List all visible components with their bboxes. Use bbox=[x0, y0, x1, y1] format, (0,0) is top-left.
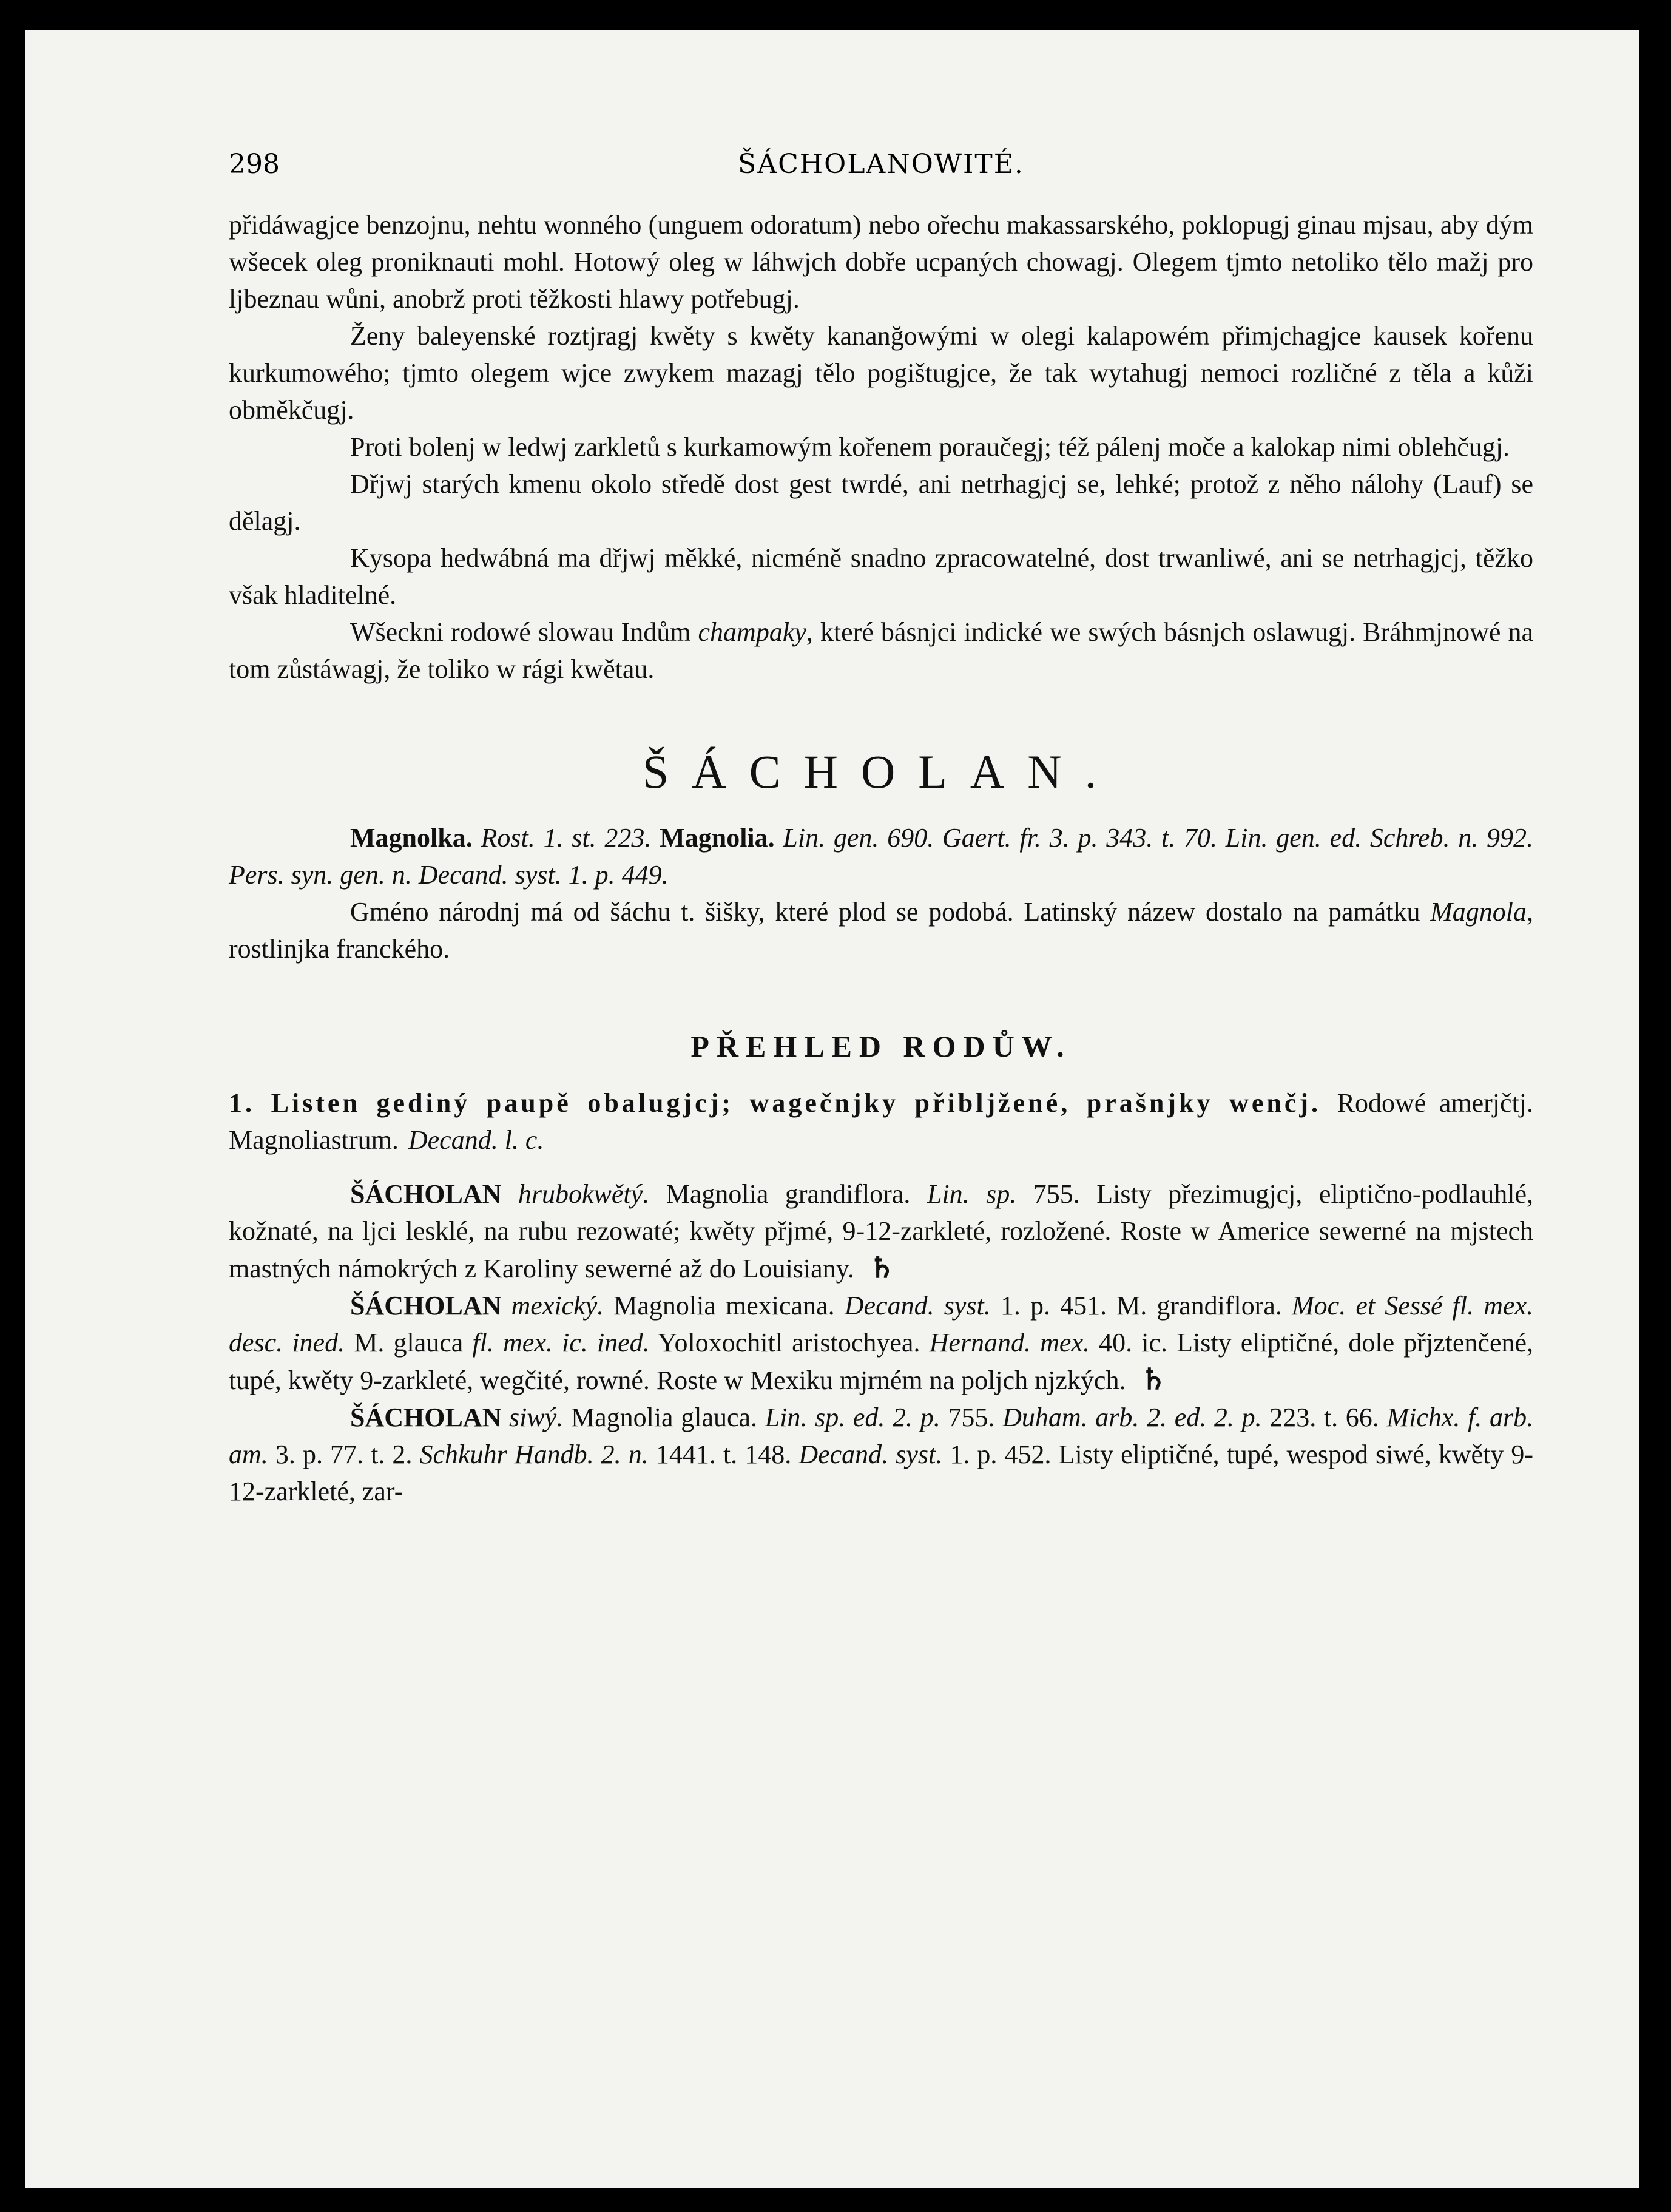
species-genus: ŠÁCHOLAN bbox=[350, 1179, 502, 1209]
reference: Decand. syst. bbox=[844, 1291, 991, 1321]
species-entry bbox=[229, 1175, 1533, 1287]
reference: Hernand. mex. bbox=[929, 1328, 1090, 1358]
paragraph-text: , které básnjci indické we swých básnjch oslawugj. Bráhmjnowé na tom zůstáwagj, že toliko w rági kwětau. bbox=[229, 617, 1533, 684]
group-heading bbox=[229, 1084, 1533, 1158]
species-epithet: hrubokwětý. bbox=[518, 1179, 650, 1209]
section-title: ŠÁCHOLAN. bbox=[642, 745, 1120, 798]
reference: Decand. l. c. bbox=[408, 1125, 544, 1155]
book-page bbox=[25, 30, 1639, 2188]
reference: Schkuhr Handb. 2. n. bbox=[419, 1439, 649, 1469]
reference: Decand. syst. bbox=[798, 1439, 943, 1469]
etymology-text: Gméno národnj má od šáchu t. šišky, které plod se podobá. Latinský názew dostalo na památku bbox=[350, 897, 1431, 927]
reference: Rost. 1. st. 223. bbox=[481, 823, 652, 853]
running-head bbox=[229, 149, 1533, 191]
page-number: 298 bbox=[229, 149, 280, 180]
paragraph bbox=[229, 614, 1533, 688]
etymology bbox=[229, 893, 1533, 967]
group-name: Rodowé amerjčtj. Magnoliastrum. bbox=[229, 1088, 1534, 1155]
reference: Lin. sp. bbox=[927, 1179, 1017, 1209]
tree-symbol-icon: ♄ bbox=[1140, 1364, 1167, 1396]
paragraph-continued: přidáwagjce benzojnu, nehtu wonného (unguem odoratum) nebo ořechu makassarského, poklopugj ginau mjsau, aby dým wšecek oleg proniknauti mohl. Hotowý oleg w láhwjch dobře ucpaných chowagj. Olegem tjmto netoliko tělo mažj pro ljbeznau wůni, anobrž proti těžkosti hlawy potřebugj. bbox=[229, 210, 1533, 314]
reference: Lin. gen. 690. Gaert. fr. 3. p. 343. t. 70. Lin. gen. ed. Schreb. n. 992. Pers. syn. gen. n. Decand. syst. 1. p. 449. bbox=[229, 823, 1534, 890]
species-epithet: siwý. bbox=[509, 1402, 564, 1432]
species-text: 1. p. 451. M. grandiflora. bbox=[1000, 1291, 1282, 1321]
reference: Michx. f. arb. am. bbox=[229, 1402, 1534, 1469]
species-genus: ŠÁCHOLAN bbox=[350, 1291, 502, 1321]
species-text: 1441. t. 148. bbox=[655, 1439, 792, 1469]
species-text: Yoloxochitl aristochyea. bbox=[658, 1328, 920, 1358]
species-text: Magnolia mexicana. bbox=[613, 1291, 835, 1321]
paragraph: Kysopa hedwábná ma dřjwj měkké, nicméně snadno zpracowatelné, dost trwanliwé, ani se netrhagjcj, těžko však hladitelné. bbox=[229, 543, 1533, 610]
paragraph-text: Wšeckni rodowé slowau Indům bbox=[350, 617, 698, 647]
genus-synonymy bbox=[229, 819, 1533, 893]
species-entry bbox=[229, 1399, 1533, 1510]
reference: Moc. et Sessé fl. mex. desc. ined. bbox=[229, 1291, 1534, 1358]
species-text: Magnolia glauca. bbox=[570, 1402, 758, 1432]
species-text: 1. p. 452. Listy eliptičné, tupé, wespod siwé, kwěty 9-12-zarkleté, zar- bbox=[229, 1439, 1534, 1506]
reference: fl. mex. ic. ined. bbox=[472, 1328, 650, 1358]
italic-name: Magnola bbox=[1430, 897, 1527, 927]
reference: Duham. arb. 2. ed. 2. p. bbox=[1002, 1402, 1262, 1432]
etymology-text: , rostlinjka franckého. bbox=[229, 897, 1533, 964]
main-text bbox=[229, 206, 1533, 1510]
species-text: M. glauca bbox=[354, 1328, 464, 1358]
species-genus: ŠÁCHOLAN bbox=[350, 1402, 502, 1432]
species-text: 223. t. 66. bbox=[1269, 1402, 1379, 1432]
reference: Lin. sp. ed. 2. p. bbox=[765, 1402, 940, 1432]
subsection-title: PŘEHLED RODŮW. bbox=[690, 1029, 1072, 1063]
italic-term: champaky bbox=[698, 617, 806, 647]
species-text: 40. ic. Listy eliptičné, dole přjztenčené, tupé, kwěty 9-zarkleté, wegčité, rowné. Roste w Mexiku mjrném na poljch njzkých. bbox=[229, 1328, 1534, 1395]
species-text: 755. Listy přezimugjcj, eliptično-podlauhlé, kožnaté, na ljci lesklé, na rubu rezowaté; kwěty přjmé, 9-12-zarkleté, rozložené. Roste w Americe sewerné na mjstech mastných námokrých z Karoliny sewerné až do Louisiany. bbox=[229, 1179, 1534, 1284]
species-text: 3. p. 77. t. 2. bbox=[275, 1439, 413, 1469]
running-title: ŠÁCHOLANOWITÉ. bbox=[738, 149, 1024, 180]
paragraph: Ženy baleyenské roztjragj kwěty s kwěty kananğowými w olegi kalapowém přimjchagjce kausek kořenu kurkumowého; tjmto olegem wjce zwykem mazagj tělo pogištugjce, že tak wytahugj nemoci rozličné z těla a kůži obměkčugj. bbox=[229, 321, 1533, 425]
group-diagnosis: 1. Listen gediný paupě obalugjcj; wagečnjky přibljžené, prašnjky wenčj. bbox=[229, 1088, 1322, 1118]
species-epithet: mexický. bbox=[511, 1291, 604, 1321]
paragraph: Dřjwj starých kmenu okolo středě dost gest twrdé, ani netrhagjcj se, lehké; protož z něho nálohy (Lauf) se dělagj. bbox=[229, 469, 1533, 536]
tree-symbol-icon: ♄ bbox=[868, 1252, 895, 1284]
czech-genus-name: Magnolka. bbox=[350, 823, 473, 853]
paragraph: Proti bolenj w ledwj zarkletů s kurkamowým kořenem poraučegj; též pálenj moče a kalokap nimi oblehčugj. bbox=[350, 432, 1510, 462]
species-entry bbox=[229, 1287, 1533, 1399]
latin-genus-name: Magnolia. bbox=[660, 823, 775, 853]
species-text: 755. bbox=[948, 1402, 995, 1432]
species-text: Magnolia grandiflora. bbox=[666, 1179, 911, 1209]
